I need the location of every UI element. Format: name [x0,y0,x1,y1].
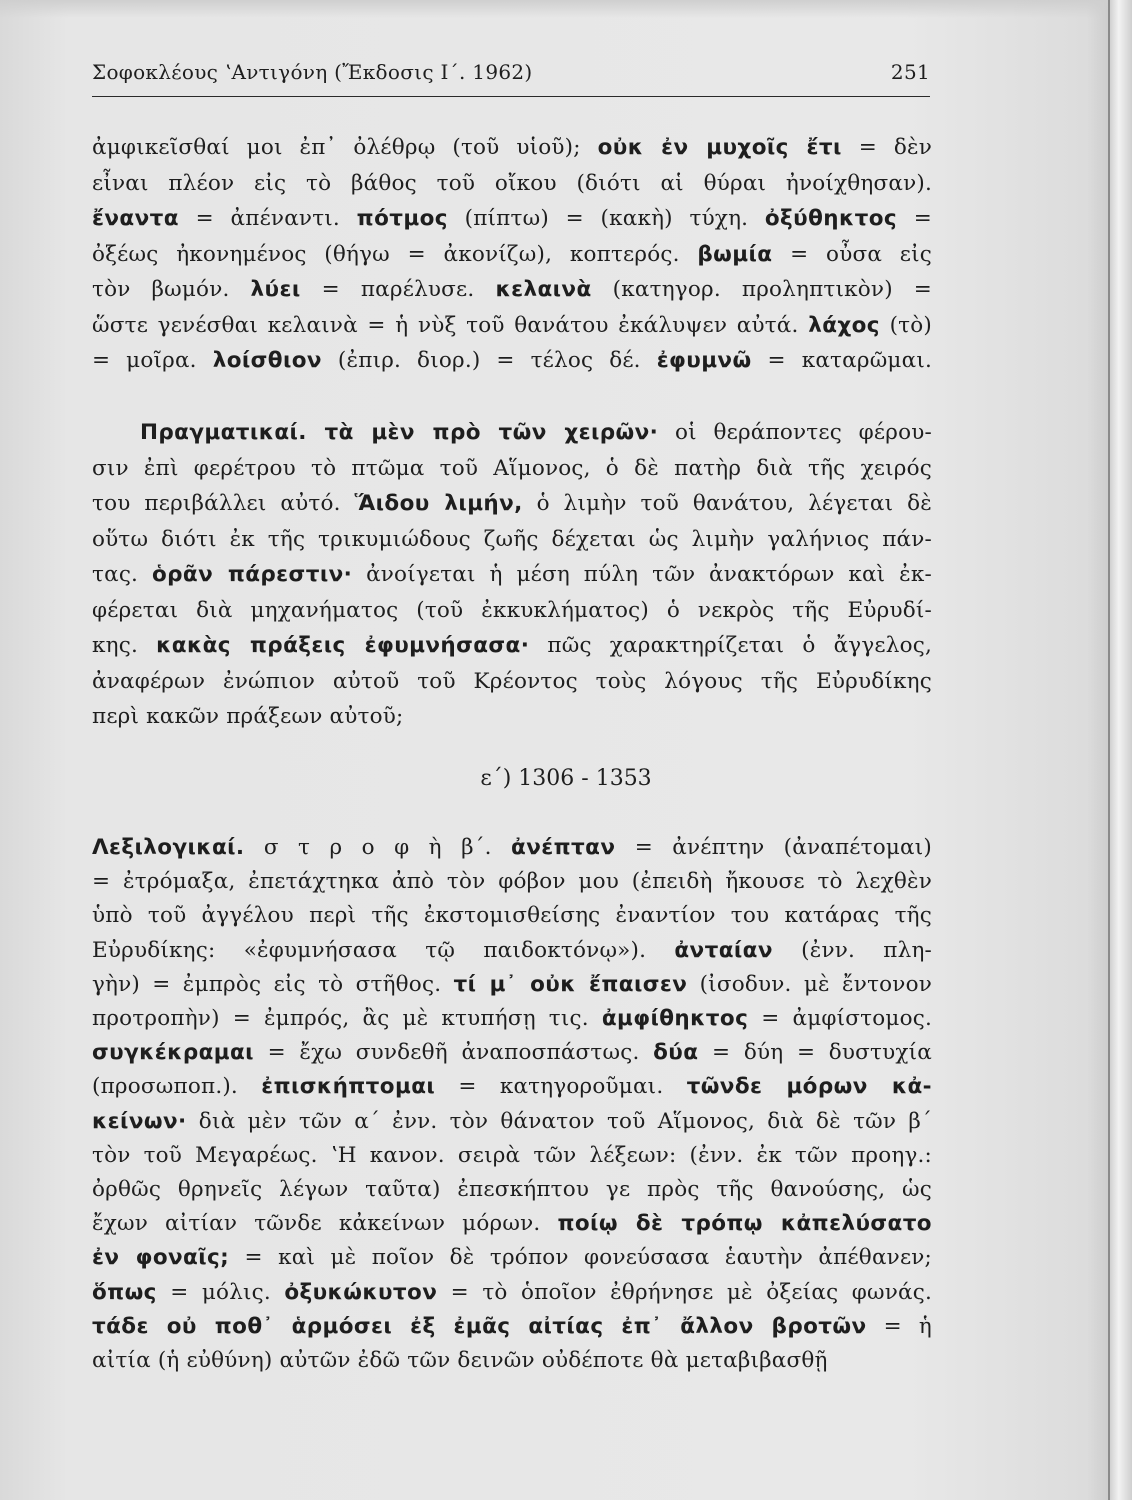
text-line [92,901,932,931]
lemma-term: δύα [653,1040,699,1066]
text-line [92,1243,932,1273]
lemma-term: ἐπισκήπτομαι [261,1074,436,1100]
gloss-text: = οὖσα εἰς [772,241,932,267]
text-line [92,1175,932,1205]
text-line [92,133,932,163]
lemma-term: ἐν φοναῖς; [92,1245,230,1271]
lemma-term: λάχος [808,312,880,338]
gloss-text: = κατηγοροῦμαι. [435,1074,687,1100]
text-line [92,311,932,341]
lemma-term: λοίσθιον [212,348,322,373]
gloss-text: = μόλις. [156,1279,285,1305]
text-line [92,560,932,590]
gloss-text: εἶναι πλέον εἰς τὸ βάθος τοῦ οἴκου (διότι αἱ θύραι ἠνοίχθησαν). [92,170,932,196]
lemma-term: Λεξιλογικαί. [92,835,245,860]
lemma-term: ὅπως [92,1279,157,1305]
gloss-text: = ἀπέναντι. [178,206,357,231]
gloss-text: (ἰσοδυν. μὲ ἔντονον [687,971,932,997]
gloss-text: ὁ λιμὴν τοῦ θανάτου, λέγεται δὲ [522,491,932,516]
text-line [92,833,932,863]
text-line [92,204,932,234]
text-line [92,1278,932,1308]
lemma-term: λύει [250,277,301,302]
text-line [92,240,932,270]
gloss-text: ὑπὸ τοῦ ἀγγέλου περὶ τῆς ἐκστομισθείσης ἐναντίον του κατάρας τῆς [92,903,932,929]
text-line [92,1107,932,1137]
text-line [140,418,932,448]
text-line [92,525,932,555]
page-number: 251 [890,60,930,84]
text-line [92,702,932,732]
text-line [92,346,932,376]
gloss-text: διὰ μὲν τῶν α΄ ἐνν. τὸν θάνατον τοῦ Αἵμονος, διὰ δὲ τῶν β΄ [186,1108,932,1134]
lemma-term: Ἅιδου λιμήν, [354,491,523,516]
lemma-term: κακὰς πράξεις ἐφυμνήσασα· [156,633,530,658]
gloss-text: τας. [92,562,152,587]
lemma-term: βωμία [697,241,773,267]
gloss-text: (κατηγορ. προληπτικὸν) = [591,277,933,302]
gloss-text: ἀνοίγεται ἡ μέση πύλη τῶν ἀνακτόρων καὶ ἐκ- [352,562,933,587]
lemma-term: ὁρᾶν πάρεστιν· [151,562,353,587]
lemma-term: συγκέκραμαι [92,1040,254,1066]
text-line [92,1346,932,1376]
lemma-term: ἀνέπταν [511,835,616,860]
lemma-term: Πραγματικαί. τὰ μὲν πρὸ τῶν χειρῶν· [140,420,659,445]
section-heading: ε΄) 1306 - 1353 [480,766,652,791]
gloss-text: = ἡ [866,1313,932,1339]
gloss-text: = ἀνέπτην (ἀναπέτομαι) [615,835,932,860]
gloss-text: (προσωποπ.). [92,1074,262,1100]
page-shadow [0,0,1110,18]
gloss-text: (ἐνν. πλη- [772,937,932,963]
gloss-text: = δύη = δυστυχία [698,1040,932,1066]
lemma-term: κείνων· [92,1108,187,1134]
text-line [92,1141,932,1171]
gloss-text: = καὶ μὲ ποῖον δὲ τρόπον φονεύσασα ἑαυτὴν ἀπέθανεν; [229,1245,932,1271]
gloss-text: αἰτία (ἡ εὐθύνη) αὐτῶν ἐδῶ τῶν δεινῶν οὐδέποτε θὰ μεταβιβασθῇ [92,1348,828,1373]
lemma-term: ποίῳ δὲ τρόπῳ κἀπελύσατο [557,1211,932,1237]
text-line [92,275,932,305]
lemma-term: ἔναντα [92,206,179,231]
gloss-text: = καταρῶμαι. [751,348,932,373]
gloss-text: ὀξέως ἠκονημένος (θήγω = ἀκονίζω), κοπτερός. [92,241,698,267]
lemma-term: τάδε οὐ ποθ᾿ ἁρμόσει ἐξ ἐμᾶς αἰτίας ἐπ᾿ ἄλλον βροτῶν [92,1313,867,1339]
gloss-text: ὀρθῶς θρηνεῖς λέγων ταῦτα) ἐπεσκήπτου γε πρὸς τῆς θανούσης, ὡς [92,1177,932,1202]
text-line [92,1072,932,1102]
gloss-text: = [897,206,932,231]
gloss-text: οἱ θεράποντες φέρου- [658,420,932,445]
gloss-text: = ἐτρόμαξα, ἐπετάχτηκα ἀπὸ τὸν φόβον μου (ἐπειδὴ ἤκουσε τὸ λεχθὲν [92,869,932,895]
gloss-text: ὥστε γενέσθαι κελαινὰ = ἡ νὺξ τοῦ θανάτου ἐκάλυψεν αὐτά. [92,312,809,338]
gloss-text: = δὲν [841,135,933,160]
gloss-text: προτροπὴν) = ἐμπρός, ἂς μὲ κτυπήσῃ τις. [92,1006,602,1031]
lemma-term: ὀξυκώκυτον [284,1279,438,1305]
text-line [92,631,932,661]
lemma-term: ἐφυμνῶ [656,348,752,373]
text-line [92,1004,932,1034]
gloss-text: τὸν τοῦ Μεγαρέως. ʽΗ κανον. σειρὰ τῶν λέξεων: (ἐνν. ἐκ τῶν προηγ.: [92,1142,932,1168]
page-edge [1108,0,1132,1500]
text-line [92,169,932,199]
gloss-text: = ἔχω συνδεθῆ ἀναποσπάστως. [253,1040,654,1066]
text-line [92,1038,932,1068]
gloss-text: (ἐπιρ. διορ.) = τέλος δέ. [321,348,657,373]
gloss-text: (πίπτω) = (κακὴ) τύχη. [447,206,765,231]
running-title: Σοφοκλέους ʽΑντιγόνη (Ἔκδοσις Ι΄. 1962) [92,60,533,84]
gloss-text: γὴν) = ἐμπρὸς εἰς τὸ στῆθος. [92,971,454,997]
gloss-text: (τὸ) [879,312,932,338]
gloss-text: κης. [92,633,157,658]
text-line [92,1312,932,1342]
gloss-text: = τὸ ὁποῖον ἐθρήνησε μὲ ὀξείας φωνάς. [437,1279,932,1305]
gloss-text: ἀμφικεῖσθαί μοι ἐπ᾿ ὀλέθρῳ (τοῦ υἱοῦ); [92,135,598,160]
gloss-text: = ἀμφίστομος. [748,1006,932,1031]
gloss-text: σιν ἐπὶ φερέτρου τὸ πτῶμα τοῦ Αἵμονος, ὁ δὲ πατὴρ διὰ τῆς χειρός [92,455,932,481]
gloss-text: σ τ ρ ο φ ὴ β΄. [244,835,512,860]
lemma-term: τί μ᾿ οὐκ ἔπαισεν [453,971,688,997]
lemma-term: ὀξύθηκτος [764,206,898,231]
gloss-text: = παρέλυσε. [300,277,496,302]
text-line [92,454,932,484]
gloss-text: ἀναφέρων ἐνώπιον αὐτοῦ τοῦ Κρέοντος τοὺς λόγους τῆς Εὐρυδίκης [92,668,932,694]
text-line [92,596,932,626]
gloss-text: ἔχων αἰτίαν τῶνδε κἀκείνων μόρων. [92,1211,558,1237]
text-line [92,936,932,966]
text-line [92,489,932,519]
text-line [92,970,932,1000]
gloss-text: τὸν βωμόν. [92,277,251,302]
lemma-term: ἀνταίαν [674,937,773,963]
text-line [92,667,932,697]
gloss-text: Εὐρυδίκης: «ἐφυμνήσασα τῷ παιδοκτόνῳ»). [92,937,675,963]
header-rule [92,96,930,97]
gloss-text: περὶ κακῶν πράξεων αὐτοῦ; [92,704,404,729]
gloss-text: οὕτω διότι ἐκ τῆς τρικυμιώδους ζωῆς δέχεται ὡς λιμὴν γαλήνιος πάν- [92,526,932,552]
gloss-text: του περιβάλλει αὐτό. [92,491,355,516]
lemma-term: κελαινὰ [495,277,592,302]
lemma-term: τῶνδε μόρων κἀ- [686,1074,932,1100]
gloss-text: φέρεται διὰ μηχανήματος (τοῦ ἐκκυκλήματος) ὁ νεκρὸς τῆς Εὐρυδί- [92,597,932,623]
text-line [92,1209,932,1239]
lemma-term: πότμος [356,206,448,231]
text-line [92,867,932,897]
lemma-term: οὐκ ἐν μυχοῖς ἔτι [597,135,842,160]
lemma-term: ἀμφίθηκτος [601,1006,749,1031]
gloss-text: = μοῖρα. [92,348,213,373]
gloss-text: πῶς χαρακτηρίζεται ὁ ἄγγελος, [529,633,932,658]
